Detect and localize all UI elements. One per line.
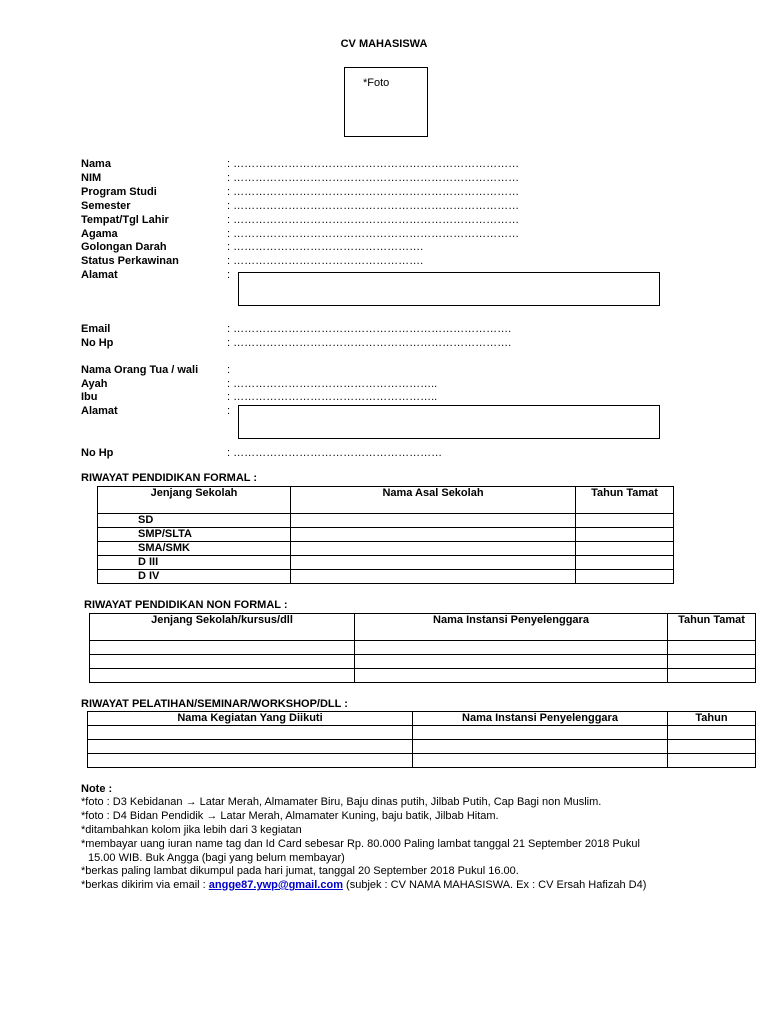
header-tahun-tamat: Tahun Tamat — [576, 487, 674, 514]
level-cell: SMA/SMK — [98, 542, 291, 556]
label-status-perkawinan: Status Perkawinan — [81, 255, 179, 267]
label-no-hp: No Hp — [81, 337, 114, 349]
table-cell[interactable] — [668, 641, 756, 655]
note-line-iuran: *membayar uang iuran name tag dan Id Card sebesar Rp. 80.000 Paling lambat tanggal 21 September 2018 Pukul — [81, 838, 640, 850]
field-ibu[interactable]: : ……………………………………………….. — [227, 391, 438, 403]
header-instansi-penyelenggara: Nama Instansi Penyelenggara — [413, 712, 668, 726]
note-line-foto-d3: *foto : D3 Kebidanan → Latar Merah, Almamater Biru, Baju dinas putih, Jilbab Putih, Cap Bagi non Muslim. — [81, 796, 602, 808]
label-golongan-darah: Golongan Darah — [81, 241, 167, 253]
page-title: CV MAHASISWA — [340, 38, 428, 50]
training-table — [87, 711, 756, 768]
photo-box — [344, 67, 428, 137]
colon-alamat: : — [227, 269, 231, 281]
table-row — [88, 726, 756, 740]
training-heading: RIWAYAT PELATIHAN/SEMINAR/WORKSHOP/DLL : — [81, 698, 348, 710]
table-cell[interactable] — [90, 655, 355, 669]
table-row — [88, 740, 756, 754]
nonformal-education-heading: RIWAYAT PENDIDIKAN NON FORMAL : — [84, 599, 288, 611]
field-tempat-tgl-lahir[interactable]: : …………………………………………………………………… — [227, 214, 520, 226]
colon-nama-orang-tua: : — [227, 364, 231, 376]
year-cell[interactable] — [576, 514, 674, 528]
school-cell[interactable] — [291, 542, 576, 556]
table-row — [90, 641, 756, 655]
label-semester: Semester — [81, 200, 131, 212]
note-line-email — [81, 878, 646, 892]
header-nama-asal-sekolah: Nama Asal Sekolah — [291, 487, 576, 514]
table-cell[interactable] — [668, 754, 756, 768]
field-nama[interactable]: : …………………………………………………………………… — [227, 158, 520, 170]
note-email-prefix: *berkas dikirim via email : — [81, 879, 209, 891]
label-alamat: Alamat — [81, 269, 118, 281]
label-alamat-orang-tua: Alamat — [81, 405, 118, 417]
note-line-iuran-cont: 15.00 WIB. Buk Angga (bagi yang belum membayar) — [88, 852, 345, 864]
year-cell[interactable] — [576, 542, 674, 556]
field-no-hp[interactable]: : …………………………………………………………………. — [227, 337, 512, 349]
field-nim[interactable]: : …………………………………………………………………… — [227, 172, 520, 184]
header-instansi-penyelenggara: Nama Instansi Penyelenggara — [355, 614, 668, 641]
table-cell[interactable] — [668, 655, 756, 669]
field-golongan-darah[interactable]: : ……………………………………………. — [227, 241, 424, 253]
label-program-studi: Program Studi — [81, 186, 157, 198]
table-row — [98, 570, 674, 584]
label-no-hp-orang-tua: No Hp — [81, 447, 114, 459]
school-cell[interactable] — [291, 570, 576, 584]
header-tahun-tamat: Tahun Tamat — [668, 614, 756, 641]
header-tahun: Tahun — [668, 712, 756, 726]
table-cell[interactable] — [355, 655, 668, 669]
header-jenjang-kursus: Jenjang Sekolah/kursus/dll — [90, 614, 355, 641]
note-line-berkas: *berkas paling lambat dikumpul pada hari jumat, tanggal 20 September 2018 Pukul 16.00. — [81, 865, 519, 877]
field-no-hp-orang-tua[interactable]: : ………………………………………………… — [227, 447, 443, 459]
year-cell[interactable] — [576, 556, 674, 570]
table-row — [98, 556, 674, 570]
field-ayah[interactable]: : ……………………………………………….. — [227, 378, 438, 390]
level-cell: SD — [98, 514, 291, 528]
label-nama-orang-tua: Nama Orang Tua / wali — [81, 364, 199, 376]
note-email-suffix: (subjek : CV NAMA MAHASISWA. Ex : CV Ersah Hafizah D4) — [342, 879, 647, 891]
table-row — [90, 669, 756, 683]
label-ayah: Ayah — [81, 378, 108, 390]
year-cell[interactable] — [576, 570, 674, 584]
label-nim: NIM — [81, 172, 102, 184]
table-row — [88, 754, 756, 768]
table-cell[interactable] — [668, 740, 756, 754]
colon-alamat-orang-tua: : — [227, 405, 231, 417]
table-cell[interactable] — [90, 641, 355, 655]
field-semester[interactable]: : …………………………………………………………………… — [227, 200, 520, 212]
label-email: Email — [81, 323, 111, 335]
label-agama: Agama — [81, 228, 118, 240]
level-cell: D IV — [98, 570, 291, 584]
school-cell[interactable] — [291, 528, 576, 542]
email-link[interactable]: angge87.ywp@gmail.com — [208, 879, 343, 891]
label-nama: Nama — [81, 158, 111, 170]
school-cell[interactable] — [291, 556, 576, 570]
header-jenjang-sekolah: Jenjang Sekolah — [98, 487, 291, 514]
table-cell[interactable] — [88, 726, 413, 740]
address-input-box[interactable] — [238, 272, 660, 306]
field-agama[interactable]: : …………………………………………………………………… — [227, 228, 520, 240]
table-row — [90, 655, 756, 669]
table-cell[interactable] — [668, 726, 756, 740]
nonformal-education-table — [89, 613, 756, 683]
table-cell[interactable] — [90, 669, 355, 683]
table-cell[interactable] — [413, 754, 668, 768]
table-cell[interactable] — [88, 754, 413, 768]
note-line-kolom: *ditambahkan kolom jika lebih dari 3 kegiatan — [81, 824, 302, 836]
table-row — [98, 514, 674, 528]
table-cell[interactable] — [668, 669, 756, 683]
table-cell[interactable] — [413, 740, 668, 754]
school-cell[interactable] — [291, 514, 576, 528]
table-row — [98, 542, 674, 556]
field-status-perkawinan[interactable]: : ……………………………………………. — [227, 255, 424, 267]
level-cell: SMP/SLTA — [98, 528, 291, 542]
level-cell: D III — [98, 556, 291, 570]
table-row — [98, 528, 674, 542]
field-email[interactable]: : …………………………………………………………………. — [227, 323, 512, 335]
photo-label: *Foto — [363, 77, 390, 89]
note-line-foto-d4: *foto : D4 Bidan Pendidik → Latar Merah, Almamater Kuning, baju batik, Jilbab Hitam. — [81, 810, 499, 822]
table-cell[interactable] — [355, 641, 668, 655]
field-program-studi[interactable]: : …………………………………………………………………… — [227, 186, 520, 198]
formal-education-heading: RIWAYAT PENDIDIKAN FORMAL : — [81, 472, 258, 484]
note-heading: Note : — [81, 783, 113, 795]
year-cell[interactable] — [576, 528, 674, 542]
label-ibu: Ibu — [81, 391, 98, 403]
parent-address-input-box[interactable] — [238, 405, 660, 439]
formal-education-table — [97, 486, 674, 584]
header-nama-kegiatan: Nama Kegiatan Yang Diikuti — [88, 712, 413, 726]
label-tempat-tgl-lahir: Tempat/Tgl Lahir — [81, 214, 169, 226]
table-cell[interactable] — [355, 669, 668, 683]
table-cell[interactable] — [413, 726, 668, 740]
table-cell[interactable] — [88, 740, 413, 754]
